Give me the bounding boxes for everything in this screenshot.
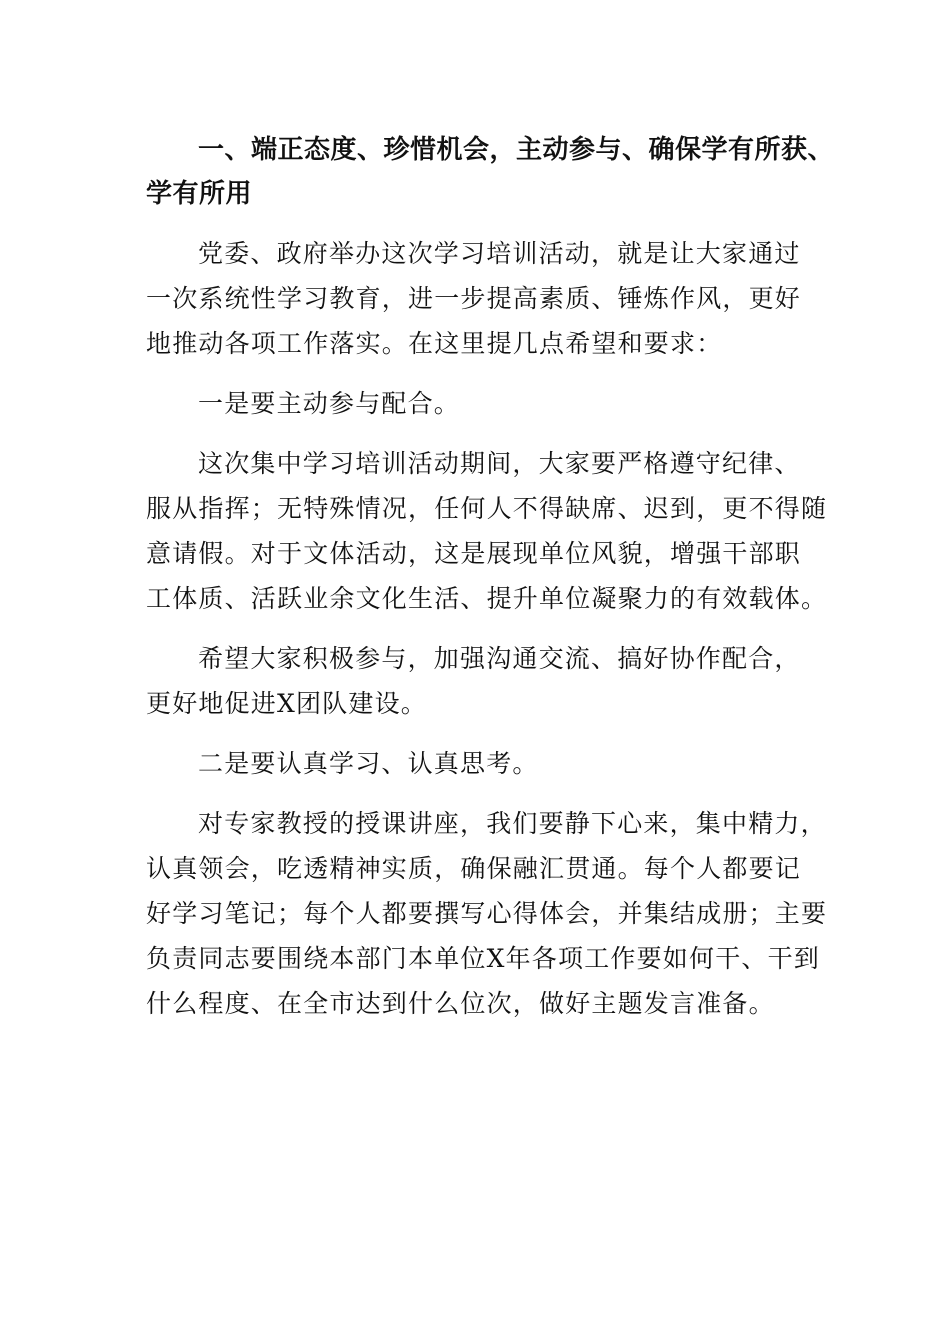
paragraph-line: 地推动各项工作落实。在这里提几点希望和要求： [146,329,723,358]
paragraph-participation [146,636,806,726]
paragraph-line: 负责同志要围绕本部门本单位X年各项工作要如何干、干到 [146,944,821,973]
paragraph-line: 一是要主动参与配合。 [198,389,461,418]
paragraph-study [146,801,828,1026]
paragraph-line: 这次集中学习培训活动期间，大家要严格遵守纪律、 [198,449,801,478]
paragraph-line: 认真领会，吃透精神实质，确保融汇贯通。每个人都要记 [146,854,802,883]
paragraph-line: 希望大家积极参与，加强沟通交流、搞好协作配合， [198,644,801,673]
paragraph-line: 工体质、活跃业余文化生活、提升单位凝聚力的有效载体。 [146,584,828,613]
paragraph-line: 好学习笔记；每个人都要撰写心得体会，并集结成册；主要 [146,899,828,928]
heading-line: 学有所用 [146,179,253,209]
paragraph-line: 二是要认真学习、认真思考。 [198,749,539,778]
paragraph-intro [146,231,806,366]
heading-line: 一、端正态度、珍惜机会，主动参与、确保学有所获、 [198,135,835,165]
paragraph-line: 意请假。对于文体活动，这是展现单位风貌，增强干部职 [146,539,802,568]
paragraph-line: 党委、政府举办这次学习培训活动，就是让大家通过 [198,239,801,268]
paragraph-line: 什么程度、在全市达到什么位次，做好主题发言准备。 [146,989,775,1018]
paragraph-line: 更好地促进X团队建设。 [146,689,427,718]
paragraph-line: 一次系统性学习教育，进一步提高素质、锤炼作风，更好 [146,284,802,313]
subheading-one [146,381,806,426]
paragraph-line: 对专家教授的授课讲座，我们要静下心来，集中精力， [198,809,827,838]
section-heading [146,128,835,216]
subheading-two [146,741,806,786]
paragraph-discipline [146,441,828,621]
paragraph-line: 服从指挥；无特殊情况，任何人不得缺席、迟到，更不得随 [146,494,828,523]
document-body [146,128,835,1041]
